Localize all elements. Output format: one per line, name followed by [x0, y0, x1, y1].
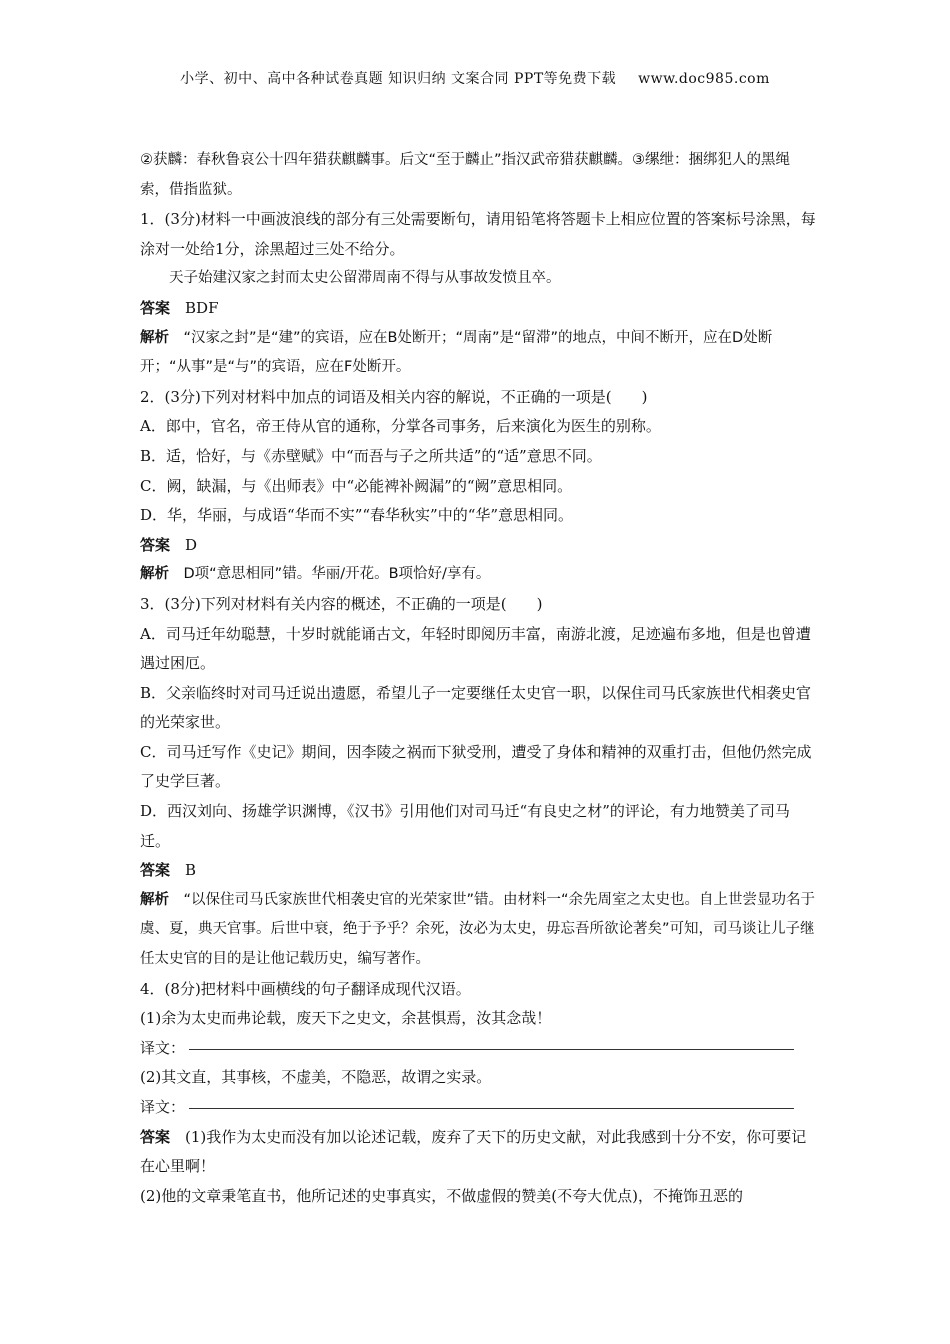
question-2-stem: 2．(3分)下列对材料中加点的词语及相关内容的解说，不正确的一项是( ) [140, 387, 648, 406]
analysis-text: “汉家之封”是“建”的宾语，应在B处断开；“周南”是“留滞”的地点，中间不断开，应在D处断开；“从事”是“与”的宾语，应在F处断开。 [140, 329, 773, 376]
question-4-sentence-2: (2)其文直，其事核，不虚美，不隐恶，故谓之实录。 [140, 1068, 492, 1087]
question-2-answer [140, 531, 816, 561]
question-2-option-d: D．华，华丽，与成语“华而不实”“春华秋实”中的“华”意思相同。 [140, 506, 574, 525]
question-4-sentence-1: (1)余为太史而弗论载，废天下之史文，余甚惧焉，汝其念哉！ [140, 1009, 552, 1028]
analysis-label: 解析 [140, 891, 169, 908]
question-2-option-c: C．阙，缺漏，与《出师表》中“必能裨补阙漏”的“阙”意思相同。 [140, 476, 573, 495]
question-4-stem: 4．(8分)把材料中画横线的句子翻译成现代汉语。 [140, 979, 471, 998]
question-2-option-b: B．适，恰好，与《赤壁赋》中“而吾与子之所共适”的“适”意思不同。 [140, 446, 602, 465]
question-2-option-a: A．郎中，官名，帝王侍从官的通称，分掌各司事务，后来演化为医生的别称。 [140, 417, 661, 436]
question-4-answer-1 [140, 1123, 816, 1182]
question-3-option-b: B．父亲临终时对司马迁说出遗愿，希望儿子一定要继任太史官一职，以保住司马氏家族世代相袭史官的光荣家世。 [140, 683, 812, 732]
question-3-option-a: A．司马迁年幼聪慧，十岁时就能诵古文，年轻时即阅历丰富，南游北渡，足迹遍布多地，但是也曾遭遇过困厄。 [140, 624, 811, 673]
answer-blank-line[interactable] [189, 1107, 794, 1109]
answer-label: 答案 [140, 1127, 171, 1146]
answer-label: 答案 [140, 535, 171, 554]
translation-label: 译文： [140, 1098, 186, 1116]
header-url[interactable]: www.doc985.com [638, 71, 770, 87]
question-2-analysis [140, 560, 816, 590]
analysis-label: 解析 [140, 566, 169, 583]
question-3-answer [140, 856, 816, 886]
question-1-answer [140, 294, 816, 324]
header-text: 小学、初中、高中各种试卷真题 知识归纳 文案合同 PPT等免费下载 [180, 71, 617, 87]
page-header [0, 68, 950, 88]
translation-blank-2 [140, 1093, 816, 1123]
question-4-answer-2: (2)他的文章秉笔直书，他所记述的史事真实，不做虚假的赞美(不夸大优点)，不掩饰丑恶的 [140, 1186, 743, 1205]
question-3-stem: 3．(3分)下列对材料有关内容的概述，不正确的一项是( ) [140, 594, 543, 613]
answer-label: 答案 [140, 861, 171, 880]
answer-value: D [185, 535, 198, 554]
translation-label: 译文： [140, 1038, 186, 1057]
question-3-option-d: D．西汉刘向、扬雄学识渊博，《汉书》引用他们对司马迁“有良史之材”的评论，有力地赞美了司马迁。 [140, 802, 790, 850]
question-1-stem: 1．(3分)材料一中画波浪线的部分有三处需要断句，请用铅笔将答题卡上相应位置的答案标号涂黑，每涂对一处给1分，涂黑超过三处不给分。 [140, 210, 816, 258]
answer-label: 答案 [140, 298, 171, 317]
answer-value: (1)我作为太史而没有加以论述记载，废弃了天下的历史文献，对此我感到十分不安，你可要记在心里啊！ [140, 1127, 807, 1176]
answer-value: BDF [185, 298, 219, 317]
question-1-analysis [140, 324, 816, 383]
analysis-label: 解析 [140, 329, 169, 346]
analysis-text: “以保住司马氏家族世代相袭史官的光荣家世”错。由材料一“余先周室之太史也。自上世尝显功名于虞、夏，典天官事。后世中衰，绝于予乎？余死，汝必为太史，毋忘吾所欲论著矣”可知，司马谈让儿子继任太史官的目的是让他记载历史，编写著作。 [140, 891, 816, 968]
analysis-text: D项“意思相同”错。华丽/开花。B项恰好/享有。 [183, 566, 491, 583]
translation-blank-1 [140, 1034, 816, 1064]
annotation-note: ②获麟：春秋鲁哀公十四年猎获麒麟事。后文“至于麟止”指汉武帝猎获麒麟。③缧绁：捆绑犯人的黑绳索，借指监狱。 [140, 152, 791, 198]
document-body [140, 146, 816, 1211]
answer-value: B [185, 861, 197, 880]
question-3-analysis [140, 886, 816, 975]
answer-blank-line[interactable] [189, 1048, 794, 1050]
question-3-option-c: C．司马迁写作《史记》期间，因李陵之祸而下狱受刑，遭受了身体和精神的双重打击，但他仍然完成了史学巨著。 [140, 742, 812, 791]
question-1-passage: 天子始建汉家之封而太史公留滞周南不得与从事故发愤且卒。 [169, 270, 561, 287]
